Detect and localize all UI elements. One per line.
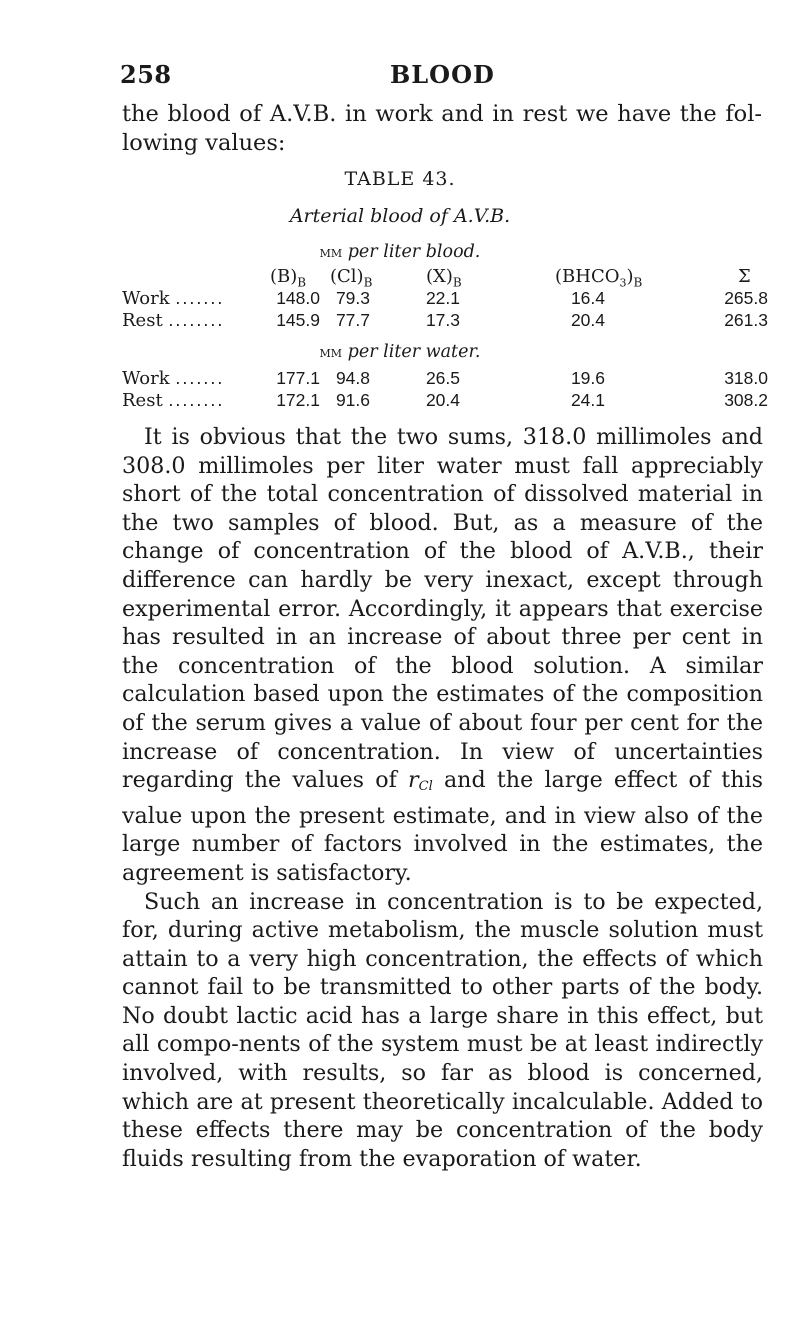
table-cell: 26.5 [425, 368, 460, 388]
symbol-r-cl: $r_{Cl}$ [408, 767, 433, 795]
body-text [122, 423, 763, 1173]
table-cell: 20.4 [425, 390, 460, 410]
table-cell: 19.6 [570, 368, 605, 388]
table-cell: 24.1 [570, 390, 605, 410]
row-label-work: Work ....... [122, 368, 225, 389]
table-cell: 261.3 [724, 310, 768, 330]
paragraph: It is obvious that the two sums, 318.0 millimoles and 308.0 millimoles per liter water must fall appreciably short of the total concentration of dissolved material in the two samples of blood. But, as a measure of the change of concentration of the blood of A.V.B., their difference can hardly be very inexact, except through experimental error. Accordingly, it appears that exercise has resulted in an increase of about three per cent in the concentration of the blood solution. A similar calculation based upon the estimates of the composition of the serum gives a value of about four per cent for the increase of concentration. In view of uncertainties regarding the values of $r_{Cl}$ and the large effect of this value upon the present estimate, and in view also of the large number of factors involved in the estimates, the agreement is satisfactory. [122, 424, 763, 886]
row-label-work: Work ....... [122, 288, 225, 309]
table-cell: 177.1 [276, 368, 320, 388]
table-cell: 148.0 [276, 288, 320, 308]
table-title: TABLE 43. [344, 168, 456, 190]
table-cell: 91.6 [335, 390, 370, 410]
row-label-rest: Rest ........ [122, 390, 225, 411]
row-label-rest: Rest ........ [122, 310, 225, 331]
table-cell: 22.1 [425, 288, 460, 308]
table-cell: 318.0 [724, 368, 768, 388]
paragraph: Such an increase in concentration is to be expected, for, during active metabolism, the muscle solution must attain to a very high concentration, the effects of which cannot fail to be transmitted to other parts of the body. No doubt lactic acid has a large share in this effect, but all compo-nents of the system must be at least indirectly involved, with results, so far as blood is concerned, which are at present theoretically incalculable. Added to these effects there may be concentration of the body fluids resulting from the evaporation of water. [122, 888, 763, 1172]
table-cell: 77.7 [335, 310, 370, 330]
running-head: BLOOD [390, 60, 495, 89]
table-cell: 145.9 [276, 310, 320, 330]
page-number: 258 [120, 60, 172, 89]
table-cell: 79.3 [335, 288, 370, 308]
table-cell: 94.8 [335, 368, 370, 388]
column-header-cl: $(Cl)_B$ [330, 266, 373, 290]
intro-text: the blood of A.V.B. in work and in rest we have the fol-lowing values: [122, 101, 762, 156]
unit-label-blood: mm per liter blood. [319, 242, 481, 262]
column-header-sum: Σ [738, 266, 751, 287]
column-header-bhco3: $(BHCO_3)_B$ [555, 266, 643, 290]
column-header-x: $(X)_B$ [426, 266, 462, 290]
table-cell: 265.8 [724, 288, 768, 308]
table-caption: Arterial blood of A.V.B. [289, 205, 511, 227]
table-cell: 172.1 [276, 390, 320, 410]
table-cell: 20.4 [570, 310, 605, 330]
table-cell: 16.4 [570, 288, 605, 308]
table-cell: 308.2 [724, 390, 768, 410]
table-cell: 17.3 [425, 310, 460, 330]
unit-label-water: mm per liter water. [319, 342, 481, 362]
column-header-b: $(B)_B$ [270, 266, 307, 290]
